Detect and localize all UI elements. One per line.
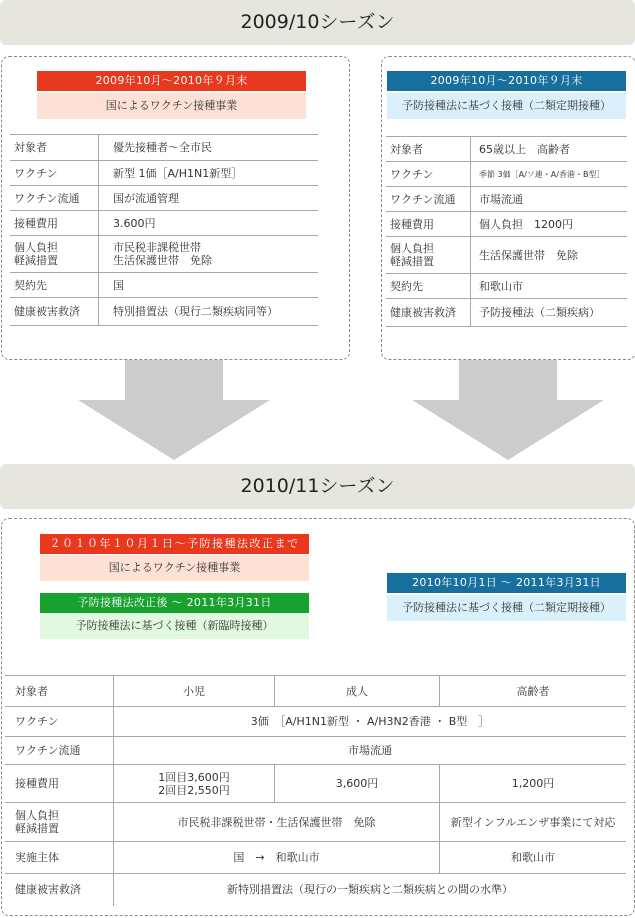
period-tag-after-revision: 予防接種法改正後 〜 2011年3月31日 <box>40 593 309 613</box>
row-value: 個人負担 1200円 <box>471 212 628 237</box>
period-tag-left: 2009年10月〜2010年９月末 <box>37 71 306 91</box>
row-key: 実施主体 <box>5 842 114 874</box>
table-row <box>5 676 626 707</box>
operator-value: 国 → 和歌山市 <box>114 842 440 874</box>
row-value: 市民税非課税世帯 生活保護世帯 免除 <box>99 236 319 273</box>
period-tag-right: 2009年10月〜2010年９月末 <box>387 71 626 91</box>
row-value: 特別措置法（現行二類疾病同等） <box>99 298 319 326</box>
row-key: 契約先 <box>10 273 99 298</box>
row-key: 個人負担 軽減措置 <box>10 236 99 273</box>
row-value: 市場流通 <box>471 187 628 212</box>
row-key: 契約先 <box>386 274 471 299</box>
table-row <box>5 765 626 803</box>
row-value: 65歳以上 高齢者 <box>471 137 628 162</box>
row-value: 3.600円 <box>99 211 319 236</box>
period-tag-routine: 2010年10月1日 〜 2011年3月31日 <box>387 573 626 593</box>
row-key: 健康被害救済 <box>10 298 99 326</box>
distribution-value: 市場流通 <box>114 737 627 765</box>
down-arrow-icon <box>78 360 270 461</box>
column-header: 成人 <box>275 676 440 707</box>
program-label-national: 国によるワクチン接種事業 <box>40 555 309 581</box>
row-value: 優先接種者〜全市民 <box>99 135 319 161</box>
row-key: 健康被害救済 <box>386 299 471 327</box>
row-key: ワクチン <box>10 161 99 186</box>
program-label-left: 国によるワクチン接種事業 <box>37 93 306 119</box>
row-value: 和歌山市 <box>471 274 628 299</box>
row-value: 予防接種法（二類疾病） <box>471 299 628 327</box>
operator-elderly: 和歌山市 <box>440 842 627 874</box>
info-table-left <box>10 134 318 326</box>
column-header: 小児 <box>114 676 275 707</box>
row-key: 対象者 <box>10 135 99 161</box>
table-row <box>5 803 626 842</box>
row-key: 対象者 <box>386 137 471 162</box>
season-header-2009: 2009/10シーズン <box>0 0 635 45</box>
row-key: 個人負担 軽減措置 <box>386 237 471 274</box>
program-label-temporary: 予防接種法に基づく接種（新臨時接種） <box>40 613 309 639</box>
cost-child: 1回目3,600円 2回目2,550円 <box>114 765 275 803</box>
relief-elderly: 新型インフルエンザ事業にて対応 <box>440 803 627 842</box>
table-row <box>5 707 626 737</box>
table-row <box>5 842 626 874</box>
row-key: ワクチン流通 <box>386 187 471 212</box>
row-key: ワクチン流通 <box>10 186 99 211</box>
period-tag-until-revision: ２０１０年１０月１日〜予防接種法改正まで <box>40 534 309 554</box>
vaccine-value: 3価 ［A/H1N1新型 ・ A/H3N2香港 ・ B型 ］ <box>114 707 627 737</box>
damage-value: 新特別措置法（現行の一類疾病と二類疾病との間の水準） <box>114 874 627 906</box>
row-key: 接種費用 <box>10 211 99 236</box>
row-key: 健康被害救済 <box>5 874 114 906</box>
row-key: 接種費用 <box>386 212 471 237</box>
down-arrow-icon <box>412 360 604 461</box>
row-value: 新型 1価［A/H1N1新型］ <box>99 161 319 186</box>
row-key: 個人負担 軽減措置 <box>5 803 114 842</box>
row-value: 国 <box>99 273 319 298</box>
row-value: 季節 3価［A/ソ連・A/香港・B型］ <box>471 162 628 187</box>
comparison-table <box>5 675 626 906</box>
program-label-routine: 予防接種法に基づく接種（二類定期接種） <box>387 595 626 621</box>
row-value: 生活保護世帯 免除 <box>471 237 628 274</box>
row-key: 対象者 <box>5 676 114 707</box>
cost-adult: 3,600円 <box>275 765 440 803</box>
info-table-right <box>386 136 627 327</box>
row-value: 国が流通管理 <box>99 186 319 211</box>
season-header-2010: 2010/11シーズン <box>0 464 635 509</box>
row-key: 接種費用 <box>5 765 114 803</box>
relief-value: 市民税非課税世帯・生活保護世帯 免除 <box>114 803 440 842</box>
table-row <box>5 737 626 765</box>
row-key: ワクチン流通 <box>5 737 114 765</box>
cost-elderly: 1,200円 <box>440 765 627 803</box>
table-row <box>5 874 626 906</box>
column-header: 高齢者 <box>440 676 627 707</box>
row-key: ワクチン <box>5 707 114 737</box>
row-key: ワクチン <box>386 162 471 187</box>
program-label-right: 予防接種法に基づく接種（二類定期接種） <box>387 93 626 119</box>
